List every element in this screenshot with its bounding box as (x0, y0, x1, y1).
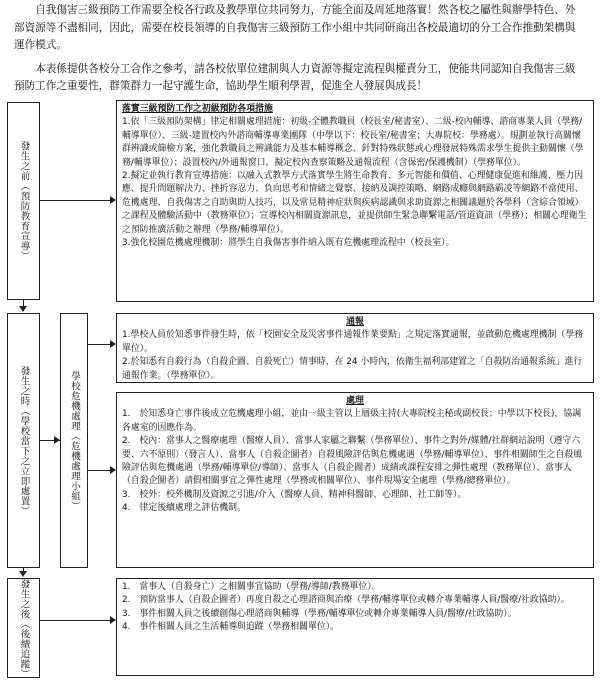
prevention-title: 落實三級預防工作之初級預防各項措施 (122, 104, 273, 114)
handling-item-3: 3. 校外：校外機制及資源之引進/介入（醫療人員、精神科醫師、心理師、社工師等）。 (122, 489, 467, 500)
handling-item-1: 1. 於知悉身亡事件後成立危機處理小組，並由一級主管以上層級主持(大專院校主秘或副校長；中學以下校長)，協調各處室的因應作為。 (122, 409, 582, 433)
connector-line (88, 470, 110, 471)
followup-item-2: 2. 預防當事人（自殺企圖者）再度自殺之心理諮商與治療（學務/輔導單位或轉介專業輔導人員/醫療/社政協助）。 (122, 595, 570, 606)
prevention-box (116, 100, 594, 302)
prevention-item-1: 1.依「三級預防架構」律定相關處理措施：初級-全體教職員（校長室/秘書室）、二級-校內輔導、諮商專業人員（學務/輔導單位）、三級-建置校內外諮商輔導專業團隊（中學以下：校長室/秘書室；大專院校：學務處）。規劃並執行高關懷群辨識或篩檢方案，強化教職員之辨識能力及基本輔導概念、針對特殊狀態或心理發展特殊需求學生提供主動關懷（學務/輔導單位）；設置校內/外通報窗口，擬定校內查察策略及通報流程（含保密/保護機制）（學務單位）。 (122, 117, 584, 168)
report-item-1: 1.學校人員於知悉事件發生時，依「校園安全及災害事件通報作業要點」之規定落實通報，並啟動危機處理機制（學務單位）。 (122, 330, 584, 354)
stage-during-label: 發生之時（學校當下之立即處置） (18, 365, 30, 516)
stage-after-label: 發生之後（後續追蹤） (18, 579, 30, 679)
arrow-down (19, 571, 27, 577)
intro-paragraph-1: 自我傷害三級預防工作需要全校各行政及教學單位共同努力，方能全面及周延地落實！然各校之屬性與辦學特色、外部資源等不盡相同，因此，需要在校長領導的自我傷害三級預防工作小組中共同研商出各校最適切的分工合作推動架構與運作模式。 (14, 4, 576, 51)
stage-after-box (7, 578, 40, 678)
intro-paragraph-2: 本表係提供各校分工合作之參考，請各校依單位建制與人力資源等擬定流程與權責分工，使能共同認知自我傷害三級預防工作之重要性，群策群力一起守護生命，協助學生順利學習，促進全人發展與成長！ (14, 62, 576, 92)
connector-line (88, 344, 110, 345)
handling-item-4: 4. 律定後續處理之評估機制。 (122, 503, 246, 514)
prevention-item-3: 3.強化校園危機處理機制：將學生自我傷害事件納入既有危機處理流程中（校長室）。 (122, 238, 455, 249)
handling-box (116, 392, 594, 568)
intro-text (14, 2, 584, 96)
handling-item-2: 2. 校內：當事人之醫療處理（醫療人員）、當事人家屬之聯繫（學務單位）、事件之對外/媒體/社群網站說明（遵守六要、六不原則）（發言人）、當事人（自殺企圖者）自殺風險評估與危機處遇（學務/輔導單位）、事件相關師生之自殺風險評估與危機處遇（學務/輔導單位/導師）、當事人（自殺企圖者）成績或課程安排之彈性處理（教務單位）、當事人（自殺企圖者）請假相關事宜之彈性處理（學務或相關單位）、事件現場安全處理（學務/總務單位）。 (122, 436, 583, 487)
arrow-down (19, 306, 27, 312)
followup-item-3: 3. 事件相關人員之後續創傷心理諮商與輔導（學務/輔導單位或轉介專業輔導人員/醫療/社政協助）。 (122, 608, 517, 619)
connector-line (40, 620, 110, 621)
handling-title: 處理 (346, 396, 364, 406)
followup-box (116, 578, 594, 676)
arrow-right (54, 436, 60, 444)
stage-before-label: 發生之前（預防教育宣導） (18, 141, 30, 261)
followup-item-4: 4. 事件相關人員之生活輔導與追蹤（學務相關單位）。 (122, 622, 340, 633)
stage-before-box (7, 102, 40, 300)
report-title: 通報 (346, 317, 364, 327)
stage-during-box (7, 313, 40, 568)
followup-item-1: 1. 當事人（自殺身亡）之相關事宜協助（學務/導師/教務單位）。 (122, 582, 381, 592)
report-box (116, 313, 594, 383)
report-item-2: 2.於知悉有自殺行為（自殺企圖、自殺死亡）情事時，在 24 小時內，依衛生福利部建置之「自殺防治通報系統」進行通報作業。（學務單位）。 (122, 357, 583, 381)
prevention-item-2: 2.擬定並執行教育宣導措施：以融入式教學方式落實學生將生命教育、多元智能和價值、心理健康促進和維護、壓力因應、提升問題解決力、挫折容忍力、負向思考和情緒之覺察、接納及調控策略、網路成癮與網路霸凌等網路不當使用、危機處理、自我傷害之自助與助人技巧，以及常見精神症狀與疾病認識與求助資源之相關議題於各學科（含綜合領域）之課程及體驗活動中（教務單位）；宣導校內相關資源訊息，並提供師生緊急聯繫電話/管道資訊（學務）；相關心理衛生之預防推廣活動之辦理（學務/輔導單位）。 (122, 171, 587, 235)
stage-crisis-box (60, 313, 88, 568)
connector-line (40, 200, 110, 201)
stage-crisis-label: 學校危機處理（危機處理小組） (69, 370, 80, 511)
